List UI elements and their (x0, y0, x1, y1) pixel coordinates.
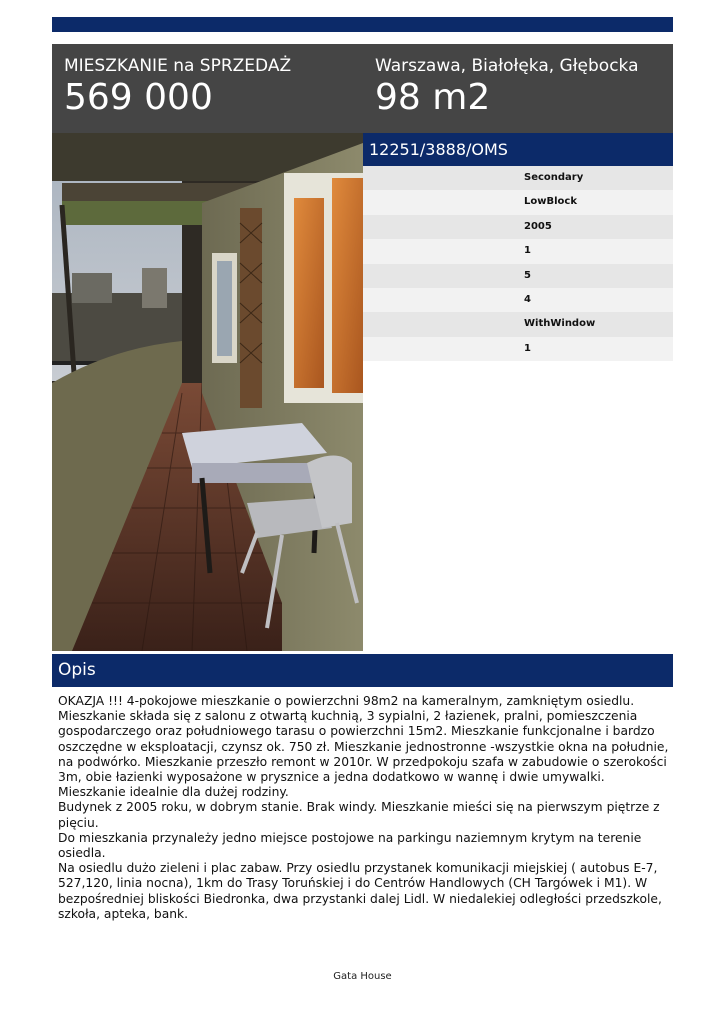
description-paragraph: Na osiedlu dużo zieleni i plac zabaw. Przy osiedlu przystanek komunikacji miejskiej ( autobus E-7, 527,120, linia nocna), 1km do Trasy Toruńskiej i do Centrów Handlowych (CH Targówek i M1). W bezpośredniej bliskości Biedronka, dwa przystanki dalej Lidl. W niedalekiej odległości przedszkole, szkoła, apteka, bank. (58, 861, 662, 921)
description-paragraph: Do mieszkania przynależy jedno miejsce postojowe na parkingu naziemnym krytym na terenie osiedla. (58, 830, 642, 861)
property-floors-total: 5 (363, 264, 673, 288)
price: 569 000 (64, 77, 213, 118)
property-details (363, 166, 673, 361)
description-title: Opis (52, 654, 673, 687)
property-building-type: LowBlock (363, 190, 673, 214)
description-paragraph: Budynek z 2005 roku, w dobrym stanie. Brak windy. Mieszkanie mieści się na pierwszym piętrze z pięciu. (58, 800, 660, 830)
property-market: Secondary (363, 166, 673, 190)
top-accent-bar (52, 17, 673, 32)
header-right (375, 56, 639, 118)
property-rooms: 4 (363, 288, 673, 312)
listing-header (52, 44, 673, 133)
description-paragraph: OKAZJA !!! 4-pokojowe mieszkanie o powierzchni 98m2 na kameralnym, zamkniętym osiedlu. Mieszkanie składa się z salonu z otwartą kuchnią, 3 sypialni, 2 łazienek, pralni, pomieszczenia gospodarczego oraz południowego tarasu o powierzchni 15m2. Mieszkanie funkcjonalne i bardzo oszczędne w eksploatacji, czynsz ok. 750 zł. Mieszkanie jednostronne -wszystkie okna na południe, na podwórko. Mieszkanie przeszło remont w 2010r. W przedpokoju szafa w zabudowie o szerokości 3m, obie łazienki wyposażone w prysznice a jedna dodatkowo w wannę i dwie umywalki. Mieszkanie idealnie dla dużej rodziny. (58, 694, 669, 800)
property-parking: 1 (363, 337, 673, 361)
reference-number: 12251/3888/OMS (363, 133, 673, 166)
property-floor: 1 (363, 239, 673, 263)
header-left (64, 56, 291, 118)
property-year-built: 2005 (363, 215, 673, 239)
location: Warszawa, Białołęka, Głębocka (375, 56, 639, 76)
area: 98 m2 (375, 77, 491, 118)
property-kitchen: WithWindow (363, 312, 673, 336)
description-text (58, 694, 670, 922)
footer-agency: Gata House (333, 971, 392, 982)
balcony-photo (52, 133, 363, 651)
offer-type: MIESZKANIE na SPRZEDAŻ (64, 56, 292, 76)
